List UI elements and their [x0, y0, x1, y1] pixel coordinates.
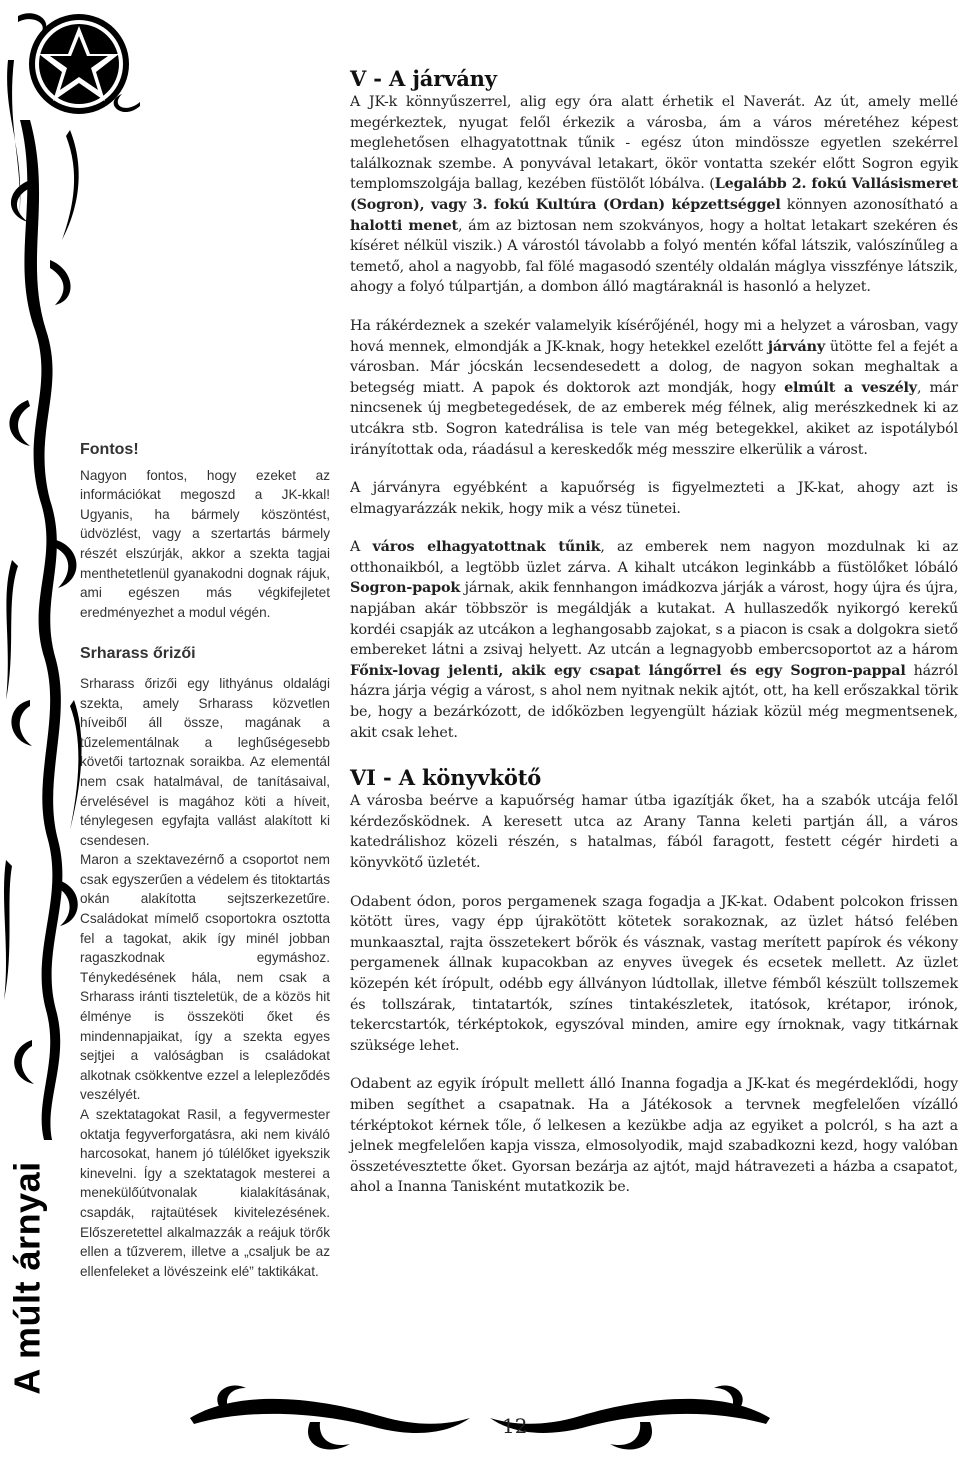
section-heading-srharass: Srharass őrizői — [80, 645, 196, 663]
sidebar-paragraph: Maron a szektavezérnő a csoportot nem csak egyszerűen a védelem és titoktartás okán alakította sejtszerkezetűre. Családokat mímelő csoportokra osztotta fel a tagokat, akik így minél jobban ragaszkodnak egymáshoz. Ténykedésének hála, nem csak a Srharass iránti tiszteletük, de a közös hit élménye is összeköti őket és mindennapjaikat, így a szekta egyes sejtjei a valóságban is családokat alkotnak csökkentve ezzel a lelepleződés veszélyét. — [80, 852, 330, 1103]
bold-text: elmúlt a veszély — [784, 379, 917, 396]
bold-text: Sogron-papok — [350, 580, 461, 597]
bold-text: halotti menet — [350, 217, 458, 234]
paragraph: A város elhagyatottnak tűnik, az emberek nem nagyon mozdulnak ki az otthonaikból, a legtöbb üzlet zárva. A kihalt utcákon leginkább a füstölőket lóbáló Sogron-papok járnak, akik fennhangon imádkozva járják a várost, hogy újra és újra, napjában akár többször is megáldják a kutakat. A hullaszedők nyikorgó kerekű kordéi csapják az utcákon a leghangosabb zajokat, s a piacon is csak a dolgokra siető embereket látni a zsivaj helyett. Az utcán a legnagyobb embercsoportot az a három Főnix-lovag jelenti, akik egy csapat lángőrrel és egy Sogron-pappal házról házra járja végig a várost, s ahol nem nyitnak nekik ajtót, ott, ha kell erőszakkal törik be, hogy a bezárkózott, de időközben legyengült háziak közül még megmentsenek, akit csak lehet. — [350, 539, 958, 741]
paragraph: Odabent ódon, poros pergamenek szaga fogadja a JK-kat. Odabent polcokon frissen kötött üres, vagy épp újrakötött kötetek sorakoznak, az üzlet hátsó felében munkaasztal, rajta összetekert bőrök és vásznak, vastag merített papírok és vékony pergamenek állnak kupacokban az enyves üvegek és ecsetek mellett. Az üzlet közepén két írópult, odébb egy állványon lúdtollak, illetve fémből készült tollszemek és tollszárak, tintatartók, színes tintakészletek, itatósok, krétapor, irónok, tekercstartók, térképtokok, egyszóval minden, amire egy írnoknak, vagy titkárnak szüksége lehet. — [350, 893, 958, 1054]
pentagram-emblem-icon — [18, 6, 140, 122]
paragraph: A járványra egyébként a kapuőrség is figyelmezteti a JK-kat, ahogy azt is elmagyarázzák nekik, hogy mik a vész tünetei. — [350, 480, 958, 517]
section-heading-jarvany: V - A járvány — [350, 66, 497, 91]
book-title-spine — [2, 1140, 54, 1415]
book-title-text: A múlt árnyai — [7, 1160, 49, 1395]
paragraph: Ha rákérdeznek a szekér valamelyik kísérőjénél, hogy mi a helyzet a városban, vagy hová mennek, elmondják a JK-knak, hogy hetekkel ezelőtt járvány ütötte fel a fejét a városban. Már jócskán lecsendesedett a dolog, de nagyon sokan meghaltak a betegség miatt. A papok és doktorok azt mondják, hogy elmúlt a veszély, már nincsenek új megbetegedések, de az emberek még félnek, alig merészkednek ki az utcákra stb. Sogron katedrálisa is tele van még betegekkel, akiket az ispotályból irányítottak oda, ráadásul a kereskedők még messzire elkerülik a várost. — [350, 317, 958, 458]
note-heading: Fontos! — [80, 441, 139, 458]
section-heading-konyvkoto: VI - A könyvkötő — [350, 765, 542, 791]
note-text: Nagyon fontos, hogy ezeket az információkat megoszd a JK-kkal! Ugyanis, ha bármely köszöntést, üdvözlést, vagy a szertartás bármely részét elszúrják, akkor a szekta tagjai menthetetlenül gyanakodni dognak rájuk, ami egészen más végkifejletet eredményezhet a modul végén. — [80, 467, 330, 620]
bold-text: járvány — [767, 338, 826, 355]
sidebar-paragraph: Srharass őrizői egy lithyánus oldalági szekta, amely Srharass közvetlen híveiből áll össze, magának a tűzelementálnak a leghűségesebb követői tartoznak soraikba. Az elementál nem csak hatalmával, de tanításaival, érvelésével is magához köti a híveit, ténylegesen egyfajta vallást alakított ki csendesen. — [80, 675, 330, 848]
paragraph: A JK-k könnyűszerrel, alig egy óra alatt érhetik el Naverát. Az út, amely mellé megérkeztek, nyugat felől érkezik a városba, ám a város méretéhez képest meglehetősen elhagyatottnak tűnik - egész úton mindössze egyetlen szekérrel találkoznak szembe. A ponyvával letakart, ökör vontatta szekér előtt Sogron egyik templomszolgája ballag, kezében füstölőt lóbálva. (Legalább 2. fokú Vallásismeret (Sogron), vagy 3. fokú Kultúra (Ordan) képzettséggel könnyen azonosítható a halotti menet, ám az biztosan nem szokványos, hogy a holtat letakart szekéren és kíséret nélkül viszik.) A várostól távolabb a folyó mentén kőfal látszik, valószínűleg a temető, ahol a nagyobb, fal fölé magasodó szentély oldalán máglya visszfénye látszik, ahogy a folyó túlpartján, a dombon álló magtáraknál is hasonló a helyzet. — [350, 94, 959, 296]
sidebar-column — [80, 440, 330, 1281]
bold-text: Legalább 2. fokú Vallásismeret (Sogron), vagy 3. fokú Kultúra (Ordan) képzettséggel — [350, 176, 958, 213]
scroll-ornament — [180, 1378, 780, 1458]
sidebar-paragraph: A szektatagokat Rasil, a fegyvermester oktatja fegyverforgatásra, aki nem kiváló harcosokat, hanem jó túlélőket igyekszik kinevelni. Így a szektatagok mesterei a menekülőútvonalak kialakításának, csapdák, rajtaütések kivitelezésének. Előszeretettel alkalmazzák a reájuk törők ellen a tűzverem, illetve a „csaljuk be az ellenfeleket a lövészeink elé” taktikákat. — [80, 1107, 330, 1279]
main-column — [350, 66, 958, 1198]
paragraph: A városba beérve a kapuőrség hamar útba igazítják őket, ha a szabók utcája felől kérdezősködnek. A keresett utca az Arany Tanna keleti partján áll, a város katedrálishoz közeli részén, s hatalmas, fából faragott, festett cégér hirdeti a könyvkötő üzletét. — [350, 793, 958, 871]
bold-text: város elhagyatottnak tűnik — [372, 539, 601, 556]
paragraph: Odabent az egyik írópult mellett álló Inanna fogadja a JK-kat és megérdeklődi, hogy miben segíthet a csapatnak. Ha a Játékosok a tervnek megfelelően vízálló térképtokot kérnek tőle, ő lelkesen a kezükbe adja az egyiket a polcról, s ha azt a jelnek megfelelően kapja vissza, elmosolyodik, majd szabadkozni kezd, hogy valóban összetévesztette őket. Gyorsan bezárja az ajtót, majd hátravezeti a házba a csapatot, ahol a Inanna Tanisként mutatkozik be. — [350, 1076, 958, 1196]
page-number: 12 — [502, 1414, 528, 1438]
bold-text: Főnix-lovag jelenti, akik egy csapat lángőrrel és egy Sogron-pappal — [350, 662, 906, 679]
